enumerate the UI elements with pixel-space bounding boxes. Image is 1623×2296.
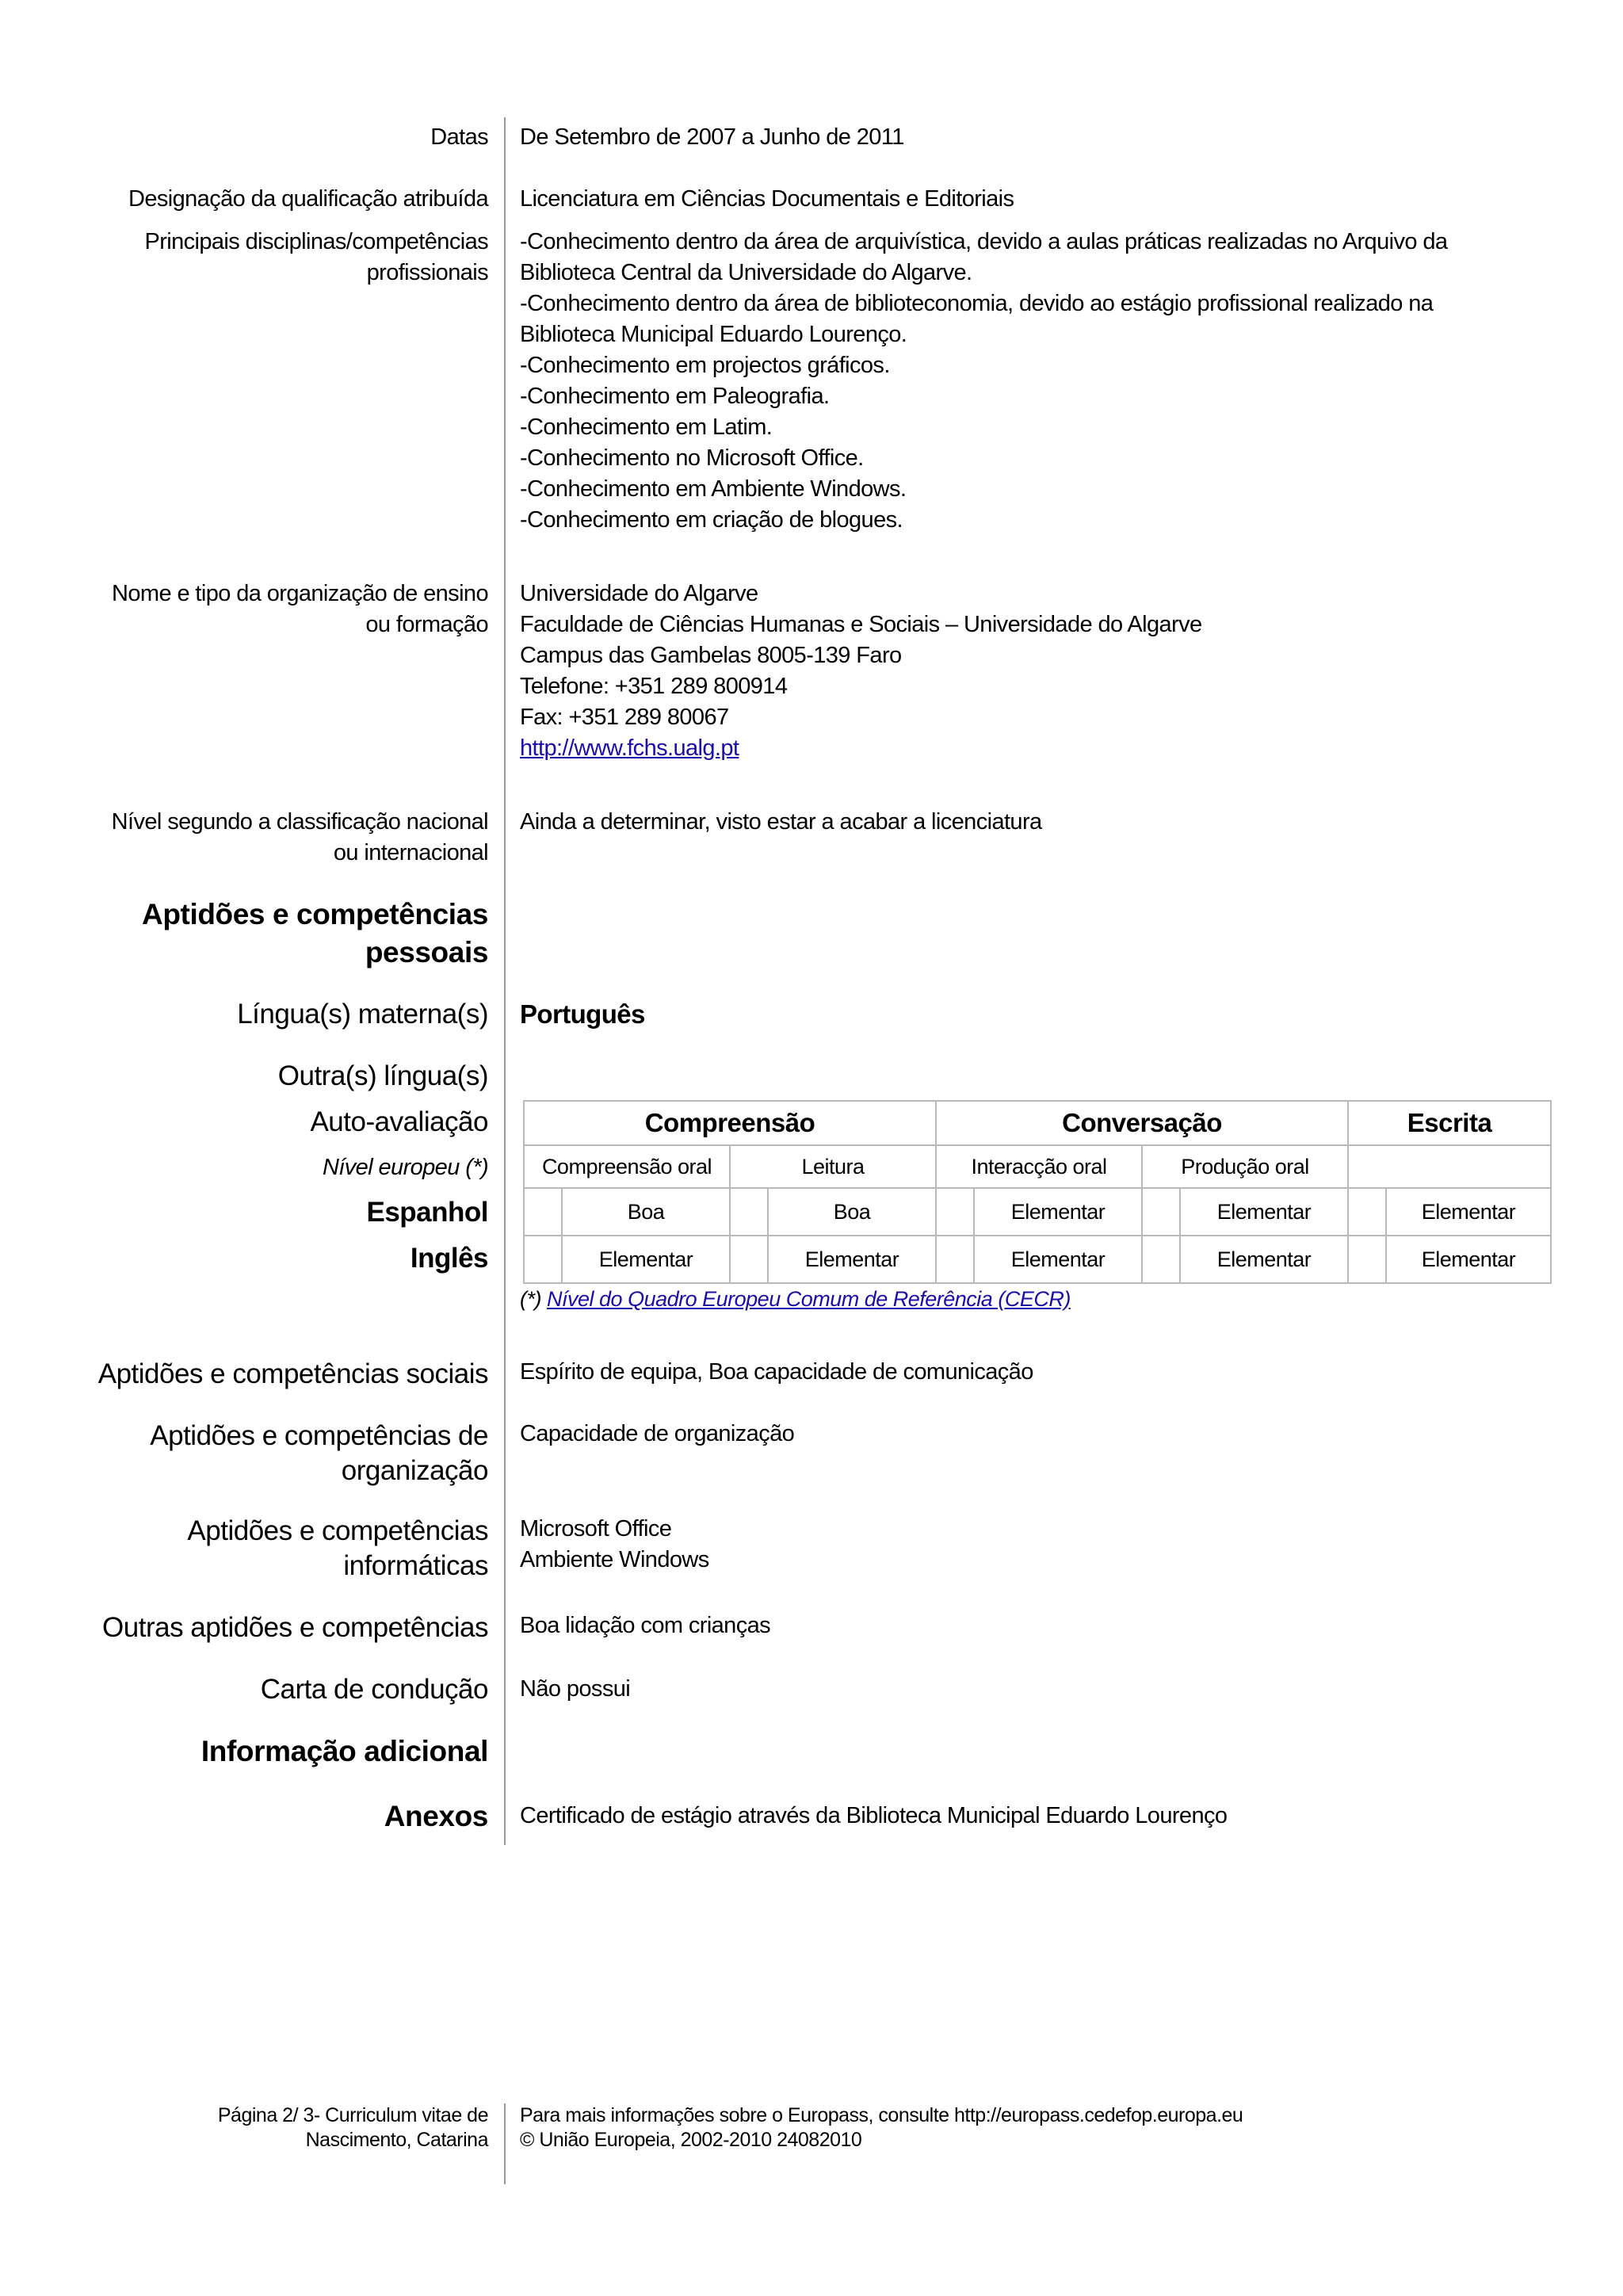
- organisational-skills-label-line: Aptidões e competências de: [150, 1420, 488, 1451]
- computer-skill-line: Ambiente Windows: [520, 1547, 709, 1572]
- level-code-cell: [936, 1188, 974, 1236]
- qualification-label: Designação da qualificação atribuída: [128, 186, 488, 212]
- header-writing: Escrita: [1348, 1101, 1551, 1145]
- organisation-label: [112, 579, 488, 640]
- level-cell: Elementar: [1386, 1236, 1551, 1283]
- organisational-skills-label-line: organização: [341, 1455, 488, 1486]
- subject-line: -Conhecimento em Ambiente Windows.: [520, 476, 907, 502]
- language-self-assessment-table: [523, 1100, 1552, 1284]
- subject-line: Biblioteca Central da Universidade do Algarve.: [520, 260, 972, 285]
- subjects-label-line: profissionais: [366, 260, 488, 285]
- footer-copyright-line: © União Europeia, 2002-2010 24082010: [520, 2129, 862, 2151]
- organisation-line: Fax: +351 289 80067: [520, 705, 729, 730]
- subject-line: -Conhecimento em criação de blogues.: [520, 507, 903, 533]
- subject-line: -Conhecimento no Microsoft Office.: [520, 445, 864, 471]
- subjects-value: [520, 227, 1566, 536]
- subject-line: -Conhecimento em Latim.: [520, 415, 773, 440]
- european-level-label: Nível europeu (*): [322, 1155, 488, 1180]
- other-languages-label: Outra(s) língua(s): [277, 1060, 488, 1091]
- organisation-value: [520, 579, 1566, 764]
- level-label-line: ou internacional: [333, 840, 488, 865]
- footer-page-info: [218, 2103, 488, 2153]
- table-row-espanhol: [524, 1188, 1551, 1236]
- level-code-cell: [936, 1236, 974, 1283]
- level-cell: Elementar: [1180, 1236, 1348, 1283]
- footer-europass-line: Para mais informações sobre o Europass, consulte http://europass.cedefop.europa.eu: [520, 2104, 1243, 2126]
- cecr-link[interactable]: Nível do Quadro Europeu Comum de Referência (CECR): [547, 1287, 1071, 1311]
- other-skills-value: Boa lidação com crianças: [520, 1613, 771, 1638]
- level-cell: Elementar: [768, 1236, 936, 1283]
- footer-page-line: Página 2/ 3- Curriculum vitae de: [217, 2104, 488, 2126]
- subject-line: -Conhecimento dentro da área de biblioteconomia, devido ao estágio profissional realizado na: [520, 291, 1434, 316]
- mother-tongue-label: Língua(s) materna(s): [237, 999, 488, 1030]
- level-cell: Elementar: [974, 1188, 1142, 1236]
- level-code-cell: [524, 1236, 562, 1283]
- level-label-line: Nível segundo a classificação nacional: [111, 809, 488, 835]
- computer-skill-line: Microsoft Office: [520, 1516, 672, 1541]
- level-code-cell: [1142, 1236, 1180, 1283]
- additional-info-heading: Informação adicional: [200, 1735, 488, 1767]
- annexes-value: Certificado de estágio através da Biblioteca Municipal Eduardo Lourenço: [520, 1803, 1228, 1828]
- computer-skills-label-line: Aptidões e competências: [187, 1515, 488, 1546]
- dates-value: De Setembro de 2007 a Junho de 2011: [520, 124, 904, 150]
- personal-skills-heading-line: Aptidões e competências: [142, 898, 488, 930]
- language-name-espanhol: Espanhol: [366, 1197, 488, 1228]
- level-code-cell: [730, 1188, 768, 1236]
- personal-skills-heading: [142, 896, 488, 972]
- other-skills-label: Outras aptidões e competências: [102, 1612, 488, 1643]
- social-skills-value: Espírito de equipa, Boa capacidade de comunicação: [520, 1359, 1033, 1385]
- subheader-spoken-interaction: Interacção oral: [936, 1145, 1142, 1188]
- social-skills-label: Aptidões e competências sociais: [97, 1358, 488, 1389]
- footer-europass-info: [520, 2103, 1243, 2153]
- self-assessment-label: Auto-avaliação: [310, 1106, 488, 1137]
- level-cell: Elementar: [1180, 1188, 1348, 1236]
- computer-skills-value: [520, 1514, 1566, 1576]
- level-cell: Elementar: [974, 1236, 1142, 1283]
- footer-name-line: Nascimento, Catarina: [305, 2129, 488, 2151]
- organisation-line: Universidade do Algarve: [520, 581, 758, 606]
- personal-skills-heading-line: pessoais: [365, 936, 488, 968]
- level-code-cell: [1142, 1188, 1180, 1236]
- header-conversation: Conversação: [936, 1101, 1348, 1145]
- subjects-label-line: Principais disciplinas/competências: [144, 229, 488, 254]
- column-divider: [504, 117, 506, 1845]
- organisational-skills-label: [150, 1419, 488, 1488]
- level-cell: Boa: [768, 1188, 936, 1236]
- subheader-spoken-production: Produção oral: [1142, 1145, 1348, 1188]
- subheader-listening: Compreensão oral: [524, 1145, 730, 1188]
- driving-licence-value: Não possui: [520, 1676, 631, 1702]
- level-code-cell: [730, 1236, 768, 1283]
- level-code-cell: [524, 1188, 562, 1236]
- subject-line: -Conhecimento dentro da área de arquivística, devido a aulas práticas realizadas no Arquivo da: [520, 229, 1448, 254]
- organisation-line: Campus das Gambelas 8005-139 Faro: [520, 643, 902, 668]
- cecr-footnote: [520, 1287, 1071, 1312]
- organisational-skills-value: Capacidade de organização: [520, 1421, 795, 1446]
- level-cell: Elementar: [1386, 1188, 1551, 1236]
- level-code-cell: [1348, 1188, 1386, 1236]
- footer-divider: [504, 2103, 506, 2184]
- footnote-star: (*): [520, 1287, 541, 1311]
- computer-skills-label: [187, 1514, 488, 1584]
- subject-line: -Conhecimento em Paleografia.: [520, 384, 830, 409]
- header-comprehension: Compreensão: [524, 1101, 936, 1145]
- language-name-ingles: Inglês: [410, 1243, 488, 1274]
- subheader-reading: Leitura: [730, 1145, 936, 1188]
- annexes-label: Anexos: [384, 1800, 488, 1832]
- level-cell: Boa: [562, 1188, 730, 1236]
- level-label: [112, 807, 488, 869]
- driving-licence-label: Carta de condução: [260, 1674, 488, 1705]
- subject-line: Biblioteca Municipal Eduardo Lourenço.: [520, 322, 907, 347]
- subjects-label: [144, 227, 488, 288]
- computer-skills-label-line: informáticas: [343, 1550, 488, 1581]
- table-row-ingles: [524, 1236, 1551, 1283]
- level-value: Ainda a determinar, visto estar a acabar a licenciatura: [520, 809, 1042, 835]
- organisation-website-link[interactable]: http://www.fchs.ualg.pt: [520, 735, 739, 761]
- organisation-label-line: ou formação: [365, 612, 488, 637]
- level-cell: Elementar: [562, 1236, 730, 1283]
- qualification-value: Licenciatura em Ciências Documentais e Editoriais: [520, 186, 1014, 212]
- organisation-line: Faculdade de Ciências Humanas e Sociais – Universidade do Algarve: [520, 612, 1202, 637]
- dates-label: Datas: [430, 124, 488, 150]
- level-code-cell: [1348, 1236, 1386, 1283]
- organisation-label-line: Nome e tipo da organização de ensino: [112, 581, 488, 606]
- subject-line: -Conhecimento em projectos gráficos.: [520, 353, 890, 378]
- subheader-writing-empty: [1348, 1145, 1551, 1188]
- organisation-line: Telefone: +351 289 800914: [520, 674, 788, 699]
- mother-tongue-value: Português: [520, 999, 645, 1029]
